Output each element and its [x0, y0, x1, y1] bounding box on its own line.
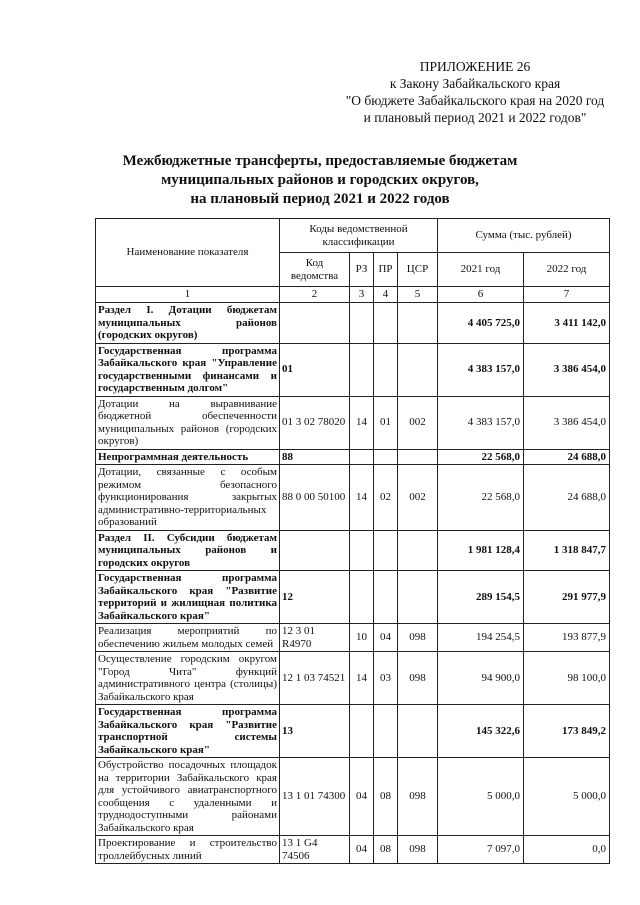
row-csr — [398, 571, 438, 624]
row-2022: 3 386 454,0 — [524, 396, 610, 449]
row-pr: 08 — [374, 758, 398, 836]
row-pr: 04 — [374, 624, 398, 652]
row-2022: 193 877,9 — [524, 624, 610, 652]
row-2021: 94 900,0 — [438, 652, 524, 705]
col-number: 3 — [350, 287, 374, 303]
row-rz: 04 — [350, 758, 374, 836]
row-2022: 173 849,2 — [524, 705, 610, 758]
row-2021: 4 405 725,0 — [438, 303, 524, 344]
row-pr: 03 — [374, 652, 398, 705]
row-name: Дотации на выравнивание бюджетной обеспеченности муниципальных районов (городских округов) — [96, 396, 280, 449]
row-name: Государственная программа Забайкальского края "Управление государственными финансами и государственным долгом" — [96, 343, 280, 396]
row-rz — [350, 449, 374, 465]
row-2022: 1 318 847,7 — [524, 530, 610, 571]
col-header-2021: 2021 год — [438, 253, 524, 287]
col-number: 5 — [398, 287, 438, 303]
col-header-rz: РЗ — [350, 253, 374, 287]
row-csr: 002 — [398, 396, 438, 449]
row-2022: 3 411 142,0 — [524, 303, 610, 344]
col-number: 7 — [524, 287, 610, 303]
row-name: Проектирование и строительство троллейбусных линий — [96, 836, 280, 864]
row-2022: 0,0 — [524, 836, 610, 864]
table-row — [96, 758, 610, 836]
row-csr — [398, 303, 438, 344]
row-2022: 98 100,0 — [524, 652, 610, 705]
document-title — [120, 152, 520, 209]
row-2021: 145 322,6 — [438, 705, 524, 758]
row-code: 01 3 02 78020 — [280, 396, 350, 449]
appendix-law: к Закону Забайкальского края — [389, 76, 561, 91]
row-2021: 194 254,5 — [438, 624, 524, 652]
appendix-law-title: "О бюджете Забайкальского края на 2020 год — [345, 93, 605, 108]
row-pr — [374, 303, 398, 344]
row-pr — [374, 343, 398, 396]
col-header-dept: Код ведомства — [280, 253, 350, 287]
col-header-csr: ЦСР — [398, 253, 438, 287]
row-code — [280, 303, 350, 344]
row-2021: 4 383 157,0 — [438, 343, 524, 396]
row-rz: 14 — [350, 652, 374, 705]
row-csr: 098 — [398, 836, 438, 864]
row-2021: 1 981 128,4 — [438, 530, 524, 571]
row-name: Обустройство посадочных площадок на территории Забайкальского края для устойчивого авиатранспортного сообщения с удаленными и труднодоступными районами Забайкальского края — [96, 758, 280, 836]
row-name: Осуществление городским округом "Город Чита" функций административного центра (столицы) Забайкальского края — [96, 652, 280, 705]
col-header-codes: Коды ведомственной классификации — [280, 219, 438, 253]
row-rz — [350, 530, 374, 571]
row-pr — [374, 449, 398, 465]
row-pr: 02 — [374, 465, 398, 531]
row-name: Раздел I. Дотации бюджетам муниципальных районов (городских округов) — [96, 303, 280, 344]
row-code — [280, 530, 350, 571]
row-name: Дотации, связанные с особым режимом безопасного функционирования закрытых административно-территориальных образований — [96, 465, 280, 531]
row-csr: 002 — [398, 465, 438, 531]
row-rz — [350, 303, 374, 344]
col-number: 4 — [374, 287, 398, 303]
transfers-table — [95, 218, 610, 864]
table-row — [96, 449, 610, 465]
row-rz: 04 — [350, 836, 374, 864]
row-name: Государственная программа Забайкальского края "Развитие территорий и жилищная политика Забайкальского края" — [96, 571, 280, 624]
row-2021: 7 097,0 — [438, 836, 524, 864]
row-2022: 291 977,9 — [524, 571, 610, 624]
row-name: Раздел II. Субсидии бюджетам муниципальных районов и городских округов — [96, 530, 280, 571]
col-header-2022: 2022 год — [524, 253, 610, 287]
table-row — [96, 343, 610, 396]
row-csr: 098 — [398, 652, 438, 705]
table-row — [96, 652, 610, 705]
row-rz: 14 — [350, 465, 374, 531]
row-csr — [398, 530, 438, 571]
row-name: Непрограммная деятельность — [96, 449, 280, 465]
row-2022: 24 688,0 — [524, 449, 610, 465]
row-rz: 10 — [350, 624, 374, 652]
row-pr: 01 — [374, 396, 398, 449]
table-row — [96, 624, 610, 652]
table-row — [96, 705, 610, 758]
row-name: Реализация мероприятий по обеспечению жильем молодых семей — [96, 624, 280, 652]
row-rz — [350, 343, 374, 396]
table-row — [96, 836, 610, 864]
row-code: 13 — [280, 705, 350, 758]
row-code: 01 — [280, 343, 350, 396]
appendix-law-period: и плановый период 2021 и 2022 годов" — [363, 110, 587, 125]
appendix-number: ПРИЛОЖЕНИЕ 26 — [419, 59, 531, 74]
table-row — [96, 396, 610, 449]
title-line-2: муниципальных районов и городских округов, — [161, 172, 479, 188]
row-csr — [398, 449, 438, 465]
row-code: 13 1 G4 74506 — [280, 836, 350, 864]
table-row — [96, 571, 610, 624]
col-header-name: Наименование показателя — [96, 219, 280, 287]
row-pr — [374, 530, 398, 571]
row-2022: 3 386 454,0 — [524, 343, 610, 396]
row-code: 13 1 01 74300 — [280, 758, 350, 836]
col-header-sum: Сумма (тыс. рублей) — [438, 219, 610, 253]
row-code: 88 — [280, 449, 350, 465]
row-pr — [374, 705, 398, 758]
row-2022: 24 688,0 — [524, 465, 610, 531]
table-row — [96, 465, 610, 531]
row-csr: 098 — [398, 758, 438, 836]
row-csr: 098 — [398, 624, 438, 652]
row-rz — [350, 705, 374, 758]
row-2021: 22 568,0 — [438, 465, 524, 531]
table-row — [96, 303, 610, 344]
row-pr: 08 — [374, 836, 398, 864]
row-2021: 4 383 157,0 — [438, 396, 524, 449]
col-header-pr: ПР — [374, 253, 398, 287]
row-code: 12 3 01 R4970 — [280, 624, 350, 652]
col-number: 6 — [438, 287, 524, 303]
title-line-1: Межбюджетные трансферты, предоставляемые бюджетам — [122, 153, 518, 169]
row-2021: 22 568,0 — [438, 449, 524, 465]
row-rz: 14 — [350, 396, 374, 449]
table-row — [96, 530, 610, 571]
row-rz — [350, 571, 374, 624]
row-code: 12 1 03 74521 — [280, 652, 350, 705]
col-number: 2 — [280, 287, 350, 303]
row-2021: 289 154,5 — [438, 571, 524, 624]
row-name: Государственная программа Забайкальского края "Развитие транспортной системы Забайкальского края" — [96, 705, 280, 758]
title-line-3: на плановый период 2021 и 2022 годов — [190, 191, 450, 207]
row-csr — [398, 343, 438, 396]
row-code: 88 0 00 50100 — [280, 465, 350, 531]
col-number: 1 — [96, 287, 280, 303]
row-2022: 5 000,0 — [524, 758, 610, 836]
row-csr — [398, 705, 438, 758]
row-pr — [374, 571, 398, 624]
appendix-header — [330, 58, 620, 126]
row-code: 12 — [280, 571, 350, 624]
row-2021: 5 000,0 — [438, 758, 524, 836]
